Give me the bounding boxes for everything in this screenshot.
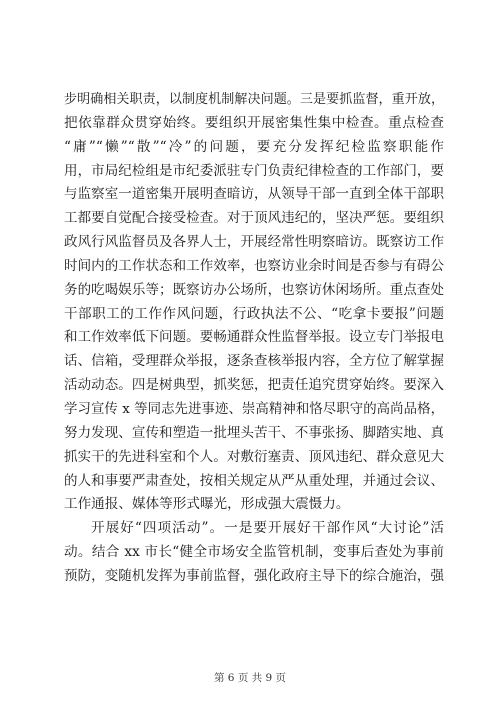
- text-line: 预防，变随机发挥为事前监督，强化政府主导下的综合施治，强: [64, 567, 444, 584]
- page-number-footer: 第 6 页 共 9 页: [213, 672, 287, 684]
- text-line: 努力发现、宣传和塑造一批埋头苦干、不事张扬、脚踏实地、真: [64, 424, 444, 441]
- text-line: “庸”“懒”“散”“冷”的问题，要充分发挥纪检监察职能作: [64, 138, 444, 155]
- text-line: 开展好“四项活动”。一是要开展好干部作风“大讨论”活: [91, 520, 444, 537]
- text-line: 步明确相关职责，以制度机制解决问题。三是要抓监督，重开放，: [64, 92, 444, 107]
- text-line: 用，市局纪检组是市纪委派驻专门负责纪律检查的工作部门，要: [64, 162, 444, 179]
- body-text: [64, 88, 444, 589]
- paragraph: [64, 517, 444, 589]
- text-line: 话、信箱，受理群众举报，逐条查核举报内容，全方位了解掌握: [64, 353, 444, 370]
- text-line: 学习宣传 x 等同志先进事迹、崇高精神和恪尽职守的高尚品格，: [64, 401, 444, 417]
- text-line: 干部职工的工作作风问题，行政执法不公、“吃拿卡要报”问题: [64, 305, 444, 322]
- text-line: 时间内的工作状态和工作效率，也察访业余时间是否参与有碍公: [64, 257, 444, 274]
- text-line: 工都要自觉配合接受检查。对于顶风违纪的，坚决严惩。要组织: [64, 210, 444, 227]
- text-line: 工作通报、媒体等形式曝光，形成强大震慑力。: [64, 496, 350, 513]
- text-line: 政风行风监督员及各界人士，开展经常性明察暗访。既察访工作: [64, 234, 444, 251]
- text-line: 抓实干的先进科室和个人。对敷衍塞责、顶风违纪、群众意见大: [64, 448, 444, 465]
- text-line: 和工作效率低下问题。要畅通群众性监督举报。设立专门举报电: [64, 329, 444, 346]
- text-line: 务的吃喝娱乐等；既察访办公场所，也察访休闲场所。重点查处: [64, 281, 444, 298]
- text-line: 把依靠群众贯穿始终。要组织开展密集性集中检查。重点检查: [64, 114, 444, 131]
- paragraph: [64, 88, 444, 517]
- text-line: 的人和事要严肃查处，按相关规定从严从重处理，并通过会议、: [64, 472, 444, 489]
- text-line: 活动动态。四是树典型，抓奖惩，把责任追究贯穿始终。要深入: [64, 377, 444, 394]
- text-line: 与监察室一道密集开展明查暗访，从领导干部一直到全体干部职: [64, 186, 444, 203]
- text-line: 动。结合 xx 市长“健全市场安全监管机制，变事后查处为事前: [64, 544, 444, 561]
